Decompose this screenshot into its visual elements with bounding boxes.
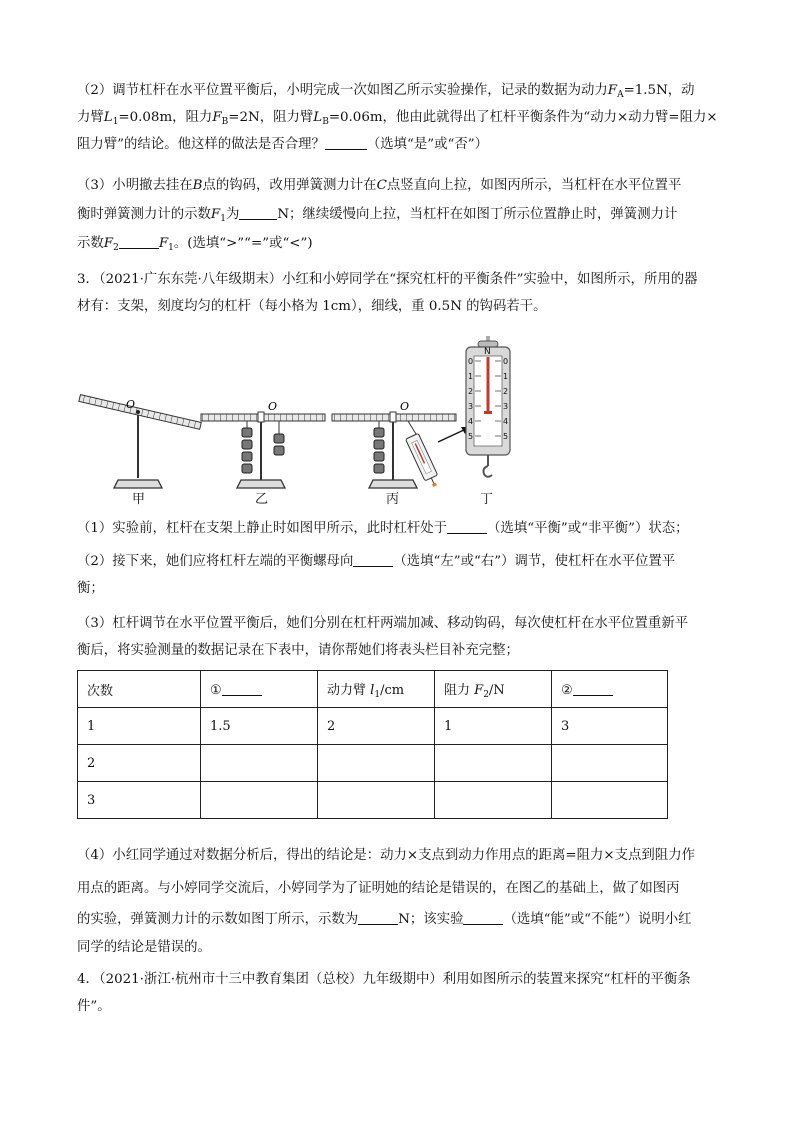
q2-p2-line3: 阻力臂”的结论。他这样的做法是否合理？ （选填“是”或“否”） — [77, 137, 489, 152]
svg-text:4: 4 — [468, 417, 474, 426]
answer-blank[interactable] — [353, 552, 393, 567]
table-cell[interactable] — [435, 745, 552, 782]
lever-figures — [70, 330, 730, 515]
answer-blank[interactable] — [463, 910, 503, 925]
q3-s2-line1: （2）接下来，她们应将杠杆左端的平衡螺母向 （选填“左”或“右”）调节，使杠杆在水平位置平 — [77, 554, 676, 569]
fig-label-ding: 丁 — [480, 492, 494, 507]
table-cell: 3 — [552, 708, 668, 745]
data-table — [77, 670, 668, 819]
q2-p2-line1: （2）调节杠杆在水平位置平衡后，小明完成一次如图乙所示实验操作，记录的数据为动力$F_A=1.5N$，动 — [77, 83, 695, 100]
q2-p3-line3: 示数$F_2$ $F_1$。(选填“>”“=”或“<”) — [77, 236, 313, 253]
table-cell[interactable] — [552, 745, 668, 782]
q2-p2-line2: 力臂$L_1=0.08m$，阻力$F_B=2N$，阻力臂$L_B=0.06m$，他由此就得出了杠杆平衡条件为“动力×动力臂=阻力× — [77, 110, 718, 127]
svg-text:5: 5 — [468, 432, 474, 441]
svg-text:3: 3 — [503, 402, 509, 411]
table-row — [78, 782, 668, 819]
table-cell: 1.5 — [201, 708, 318, 745]
table-cell[interactable] — [435, 782, 552, 819]
svg-text:5: 5 — [503, 432, 509, 441]
q3-s1: （1）实验前，杠杆在支架上静止时如图甲所示，此时杠杆处于 （选填“平衡”或“非平衡”）状态； — [77, 521, 689, 536]
q3-intro-line1: 3．（2021·广东东莞·八年级期末）小红和小婷同学在“探究杠杆的平衡条件”实验中，如图所示，所用的器 — [77, 272, 698, 287]
q3-intro-line2: 材有：支架，刻度均匀的杠杆（每小格为 1cm），细线，重 0.5N 的钩码若干。 — [77, 299, 547, 314]
table-cell: 3 — [78, 782, 201, 819]
table-cell[interactable] — [201, 782, 318, 819]
table-cell[interactable] — [318, 745, 435, 782]
table-header-cell: 次数 — [78, 671, 201, 708]
q3-s3-line2: 衡后，将实验测量的数据记录在下表中，请你帮她们将表头栏目补充完整； — [77, 643, 519, 658]
answer-blank[interactable] — [358, 910, 398, 925]
q3-s4-line3: 的实验，弹簧测力计的示数如图丁所示，示数为 N；该实验 （选填“能”或“不能”）说明小红 — [77, 912, 692, 927]
q3-s4-line2: 用点的距离。与小婷同学交流后，小婷同学为了证明她的结论是错误的，在图乙的基础上，做了如图丙 — [77, 881, 680, 896]
svg-text:2: 2 — [468, 387, 474, 396]
svg-text:O: O — [126, 398, 136, 411]
table-header-cell: 动力臂 $l_1/cm$ — [318, 671, 435, 708]
table-row — [78, 745, 668, 782]
q4-line2: 件”。 — [77, 999, 111, 1014]
table-cell: 1 — [78, 708, 201, 745]
answer-blank[interactable] — [325, 135, 367, 150]
table-row — [78, 708, 668, 745]
table-cell: 1 — [435, 708, 552, 745]
table-cell: 2 — [78, 745, 201, 782]
q2-p3-line2: 衡时弹簧测力计的示数$F_1$为 N；继续缓慢向上拉，当杠杆在如图丁所示位置静止时，弹簧测力计 — [77, 207, 678, 224]
svg-text:O: O — [400, 400, 410, 413]
q2-p3-line1: （3）小明撤去挂在B点的钩码，改用弹簧测力计在C点竖直向上拉，如图丙所示，当杠杆在水平位置平 — [77, 178, 682, 193]
figure-bing — [332, 400, 470, 489]
svg-text:2: 2 — [503, 387, 509, 396]
figure-jia — [79, 395, 201, 488]
answer-blank[interactable] — [119, 234, 159, 249]
fig-label-bing: 丙 — [386, 492, 400, 507]
q3-s4-line1: （4）小红同学通过对数据分析后，得出的结论是：动力×支点到动力作用点的距离=阻力×支点到阻力作 — [77, 848, 695, 863]
fig-label-yi: 乙 — [255, 492, 269, 507]
q4-line1: 4．（2021·浙江·杭州市十三中教育集团（总校）九年级期中）利用如图所示的装置来探究“杠杆的平衡条 — [77, 972, 691, 987]
svg-text:1: 1 — [503, 372, 509, 381]
svg-text:4: 4 — [503, 417, 509, 426]
table-header-cell: 阻力 $F_2/N$ — [435, 671, 552, 708]
table-cell[interactable] — [552, 782, 668, 819]
svg-text:3: 3 — [468, 402, 474, 411]
table-header-cell: ① — [201, 671, 318, 708]
svg-text:O: O — [268, 400, 278, 413]
table-header-cell: ② — [552, 671, 668, 708]
table-header-row — [78, 671, 668, 708]
table-cell: 2 — [318, 708, 435, 745]
svg-text:1: 1 — [468, 372, 474, 381]
fig-label-jia: 甲 — [132, 492, 146, 507]
answer-blank[interactable] — [447, 519, 487, 534]
table-cell[interactable] — [201, 745, 318, 782]
answer-blank[interactable] — [222, 681, 262, 696]
q3-s4-line4: 同学的结论是错误的。 — [77, 940, 211, 955]
table-cell[interactable] — [318, 782, 435, 819]
svg-text:N: N — [484, 347, 491, 357]
svg-text:0: 0 — [503, 357, 509, 366]
figure-ding — [466, 336, 510, 477]
q3-s2-line2: 衡； — [77, 581, 104, 596]
svg-text:0: 0 — [468, 357, 474, 366]
q3-s3-line1: （3）杠杆调节在水平位置平衡后，她们分别在杠杆两端加减、移动钩码，每次使杠杆在水平位置重新平 — [77, 616, 689, 631]
answer-blank[interactable] — [573, 681, 613, 696]
answer-blank[interactable] — [239, 205, 277, 220]
figure-yi — [201, 400, 325, 488]
